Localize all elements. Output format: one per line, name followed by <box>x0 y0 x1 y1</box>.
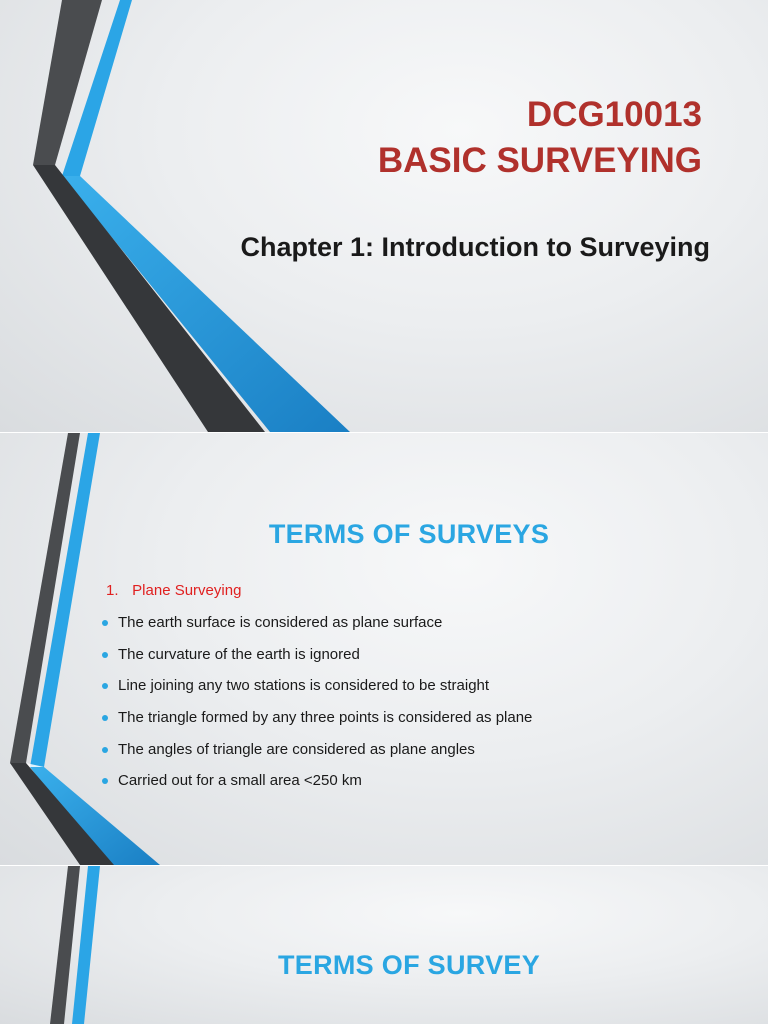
slide-heading: TERMS OF SURVEY <box>277 950 541 980</box>
bullet-icon <box>102 747 108 753</box>
presentation-title <box>378 92 702 184</box>
terms-slide <box>0 433 768 865</box>
bullet-icon <box>102 715 108 721</box>
bullet-text: The angles of triangle are considered as plane angles <box>118 740 475 758</box>
bullet-text: The curvature of the earth is ignored <box>118 645 360 663</box>
bullet-text: Line joining any two stations is considered to be straight <box>118 677 490 695</box>
title-slide <box>0 0 768 432</box>
slide-decoration <box>0 866 768 1024</box>
list-item <box>100 645 532 677</box>
bullet-icon <box>102 778 108 784</box>
bullet-list <box>100 613 532 803</box>
course-code: DCG10013 <box>526 95 702 134</box>
bullet-icon <box>102 652 108 658</box>
list-item <box>100 771 532 803</box>
chapter-subtitle: Chapter 1: Introduction to Surveying <box>240 232 710 262</box>
item-number: 1. <box>106 582 119 599</box>
list-item <box>100 740 532 772</box>
item-title: Plane Surveying <box>132 582 242 599</box>
plane-surveying-item <box>106 582 241 599</box>
course-name: BASIC SURVEYING <box>377 141 702 180</box>
bullet-text: Carried out for a small area <250 km <box>118 772 362 790</box>
bullet-text: The earth surface is considered as plane surface <box>118 614 443 631</box>
slide-heading: TERMS OF SURVEYS <box>268 519 550 549</box>
list-item <box>100 676 532 708</box>
bullet-icon <box>102 620 108 626</box>
list-item <box>100 613 532 645</box>
slide-decoration <box>0 0 768 432</box>
list-item <box>100 708 532 740</box>
bullet-text: The triangle formed by any three points is considered as plane <box>118 709 533 727</box>
bullet-icon <box>102 683 108 689</box>
terms-slide-continued <box>0 866 768 1024</box>
